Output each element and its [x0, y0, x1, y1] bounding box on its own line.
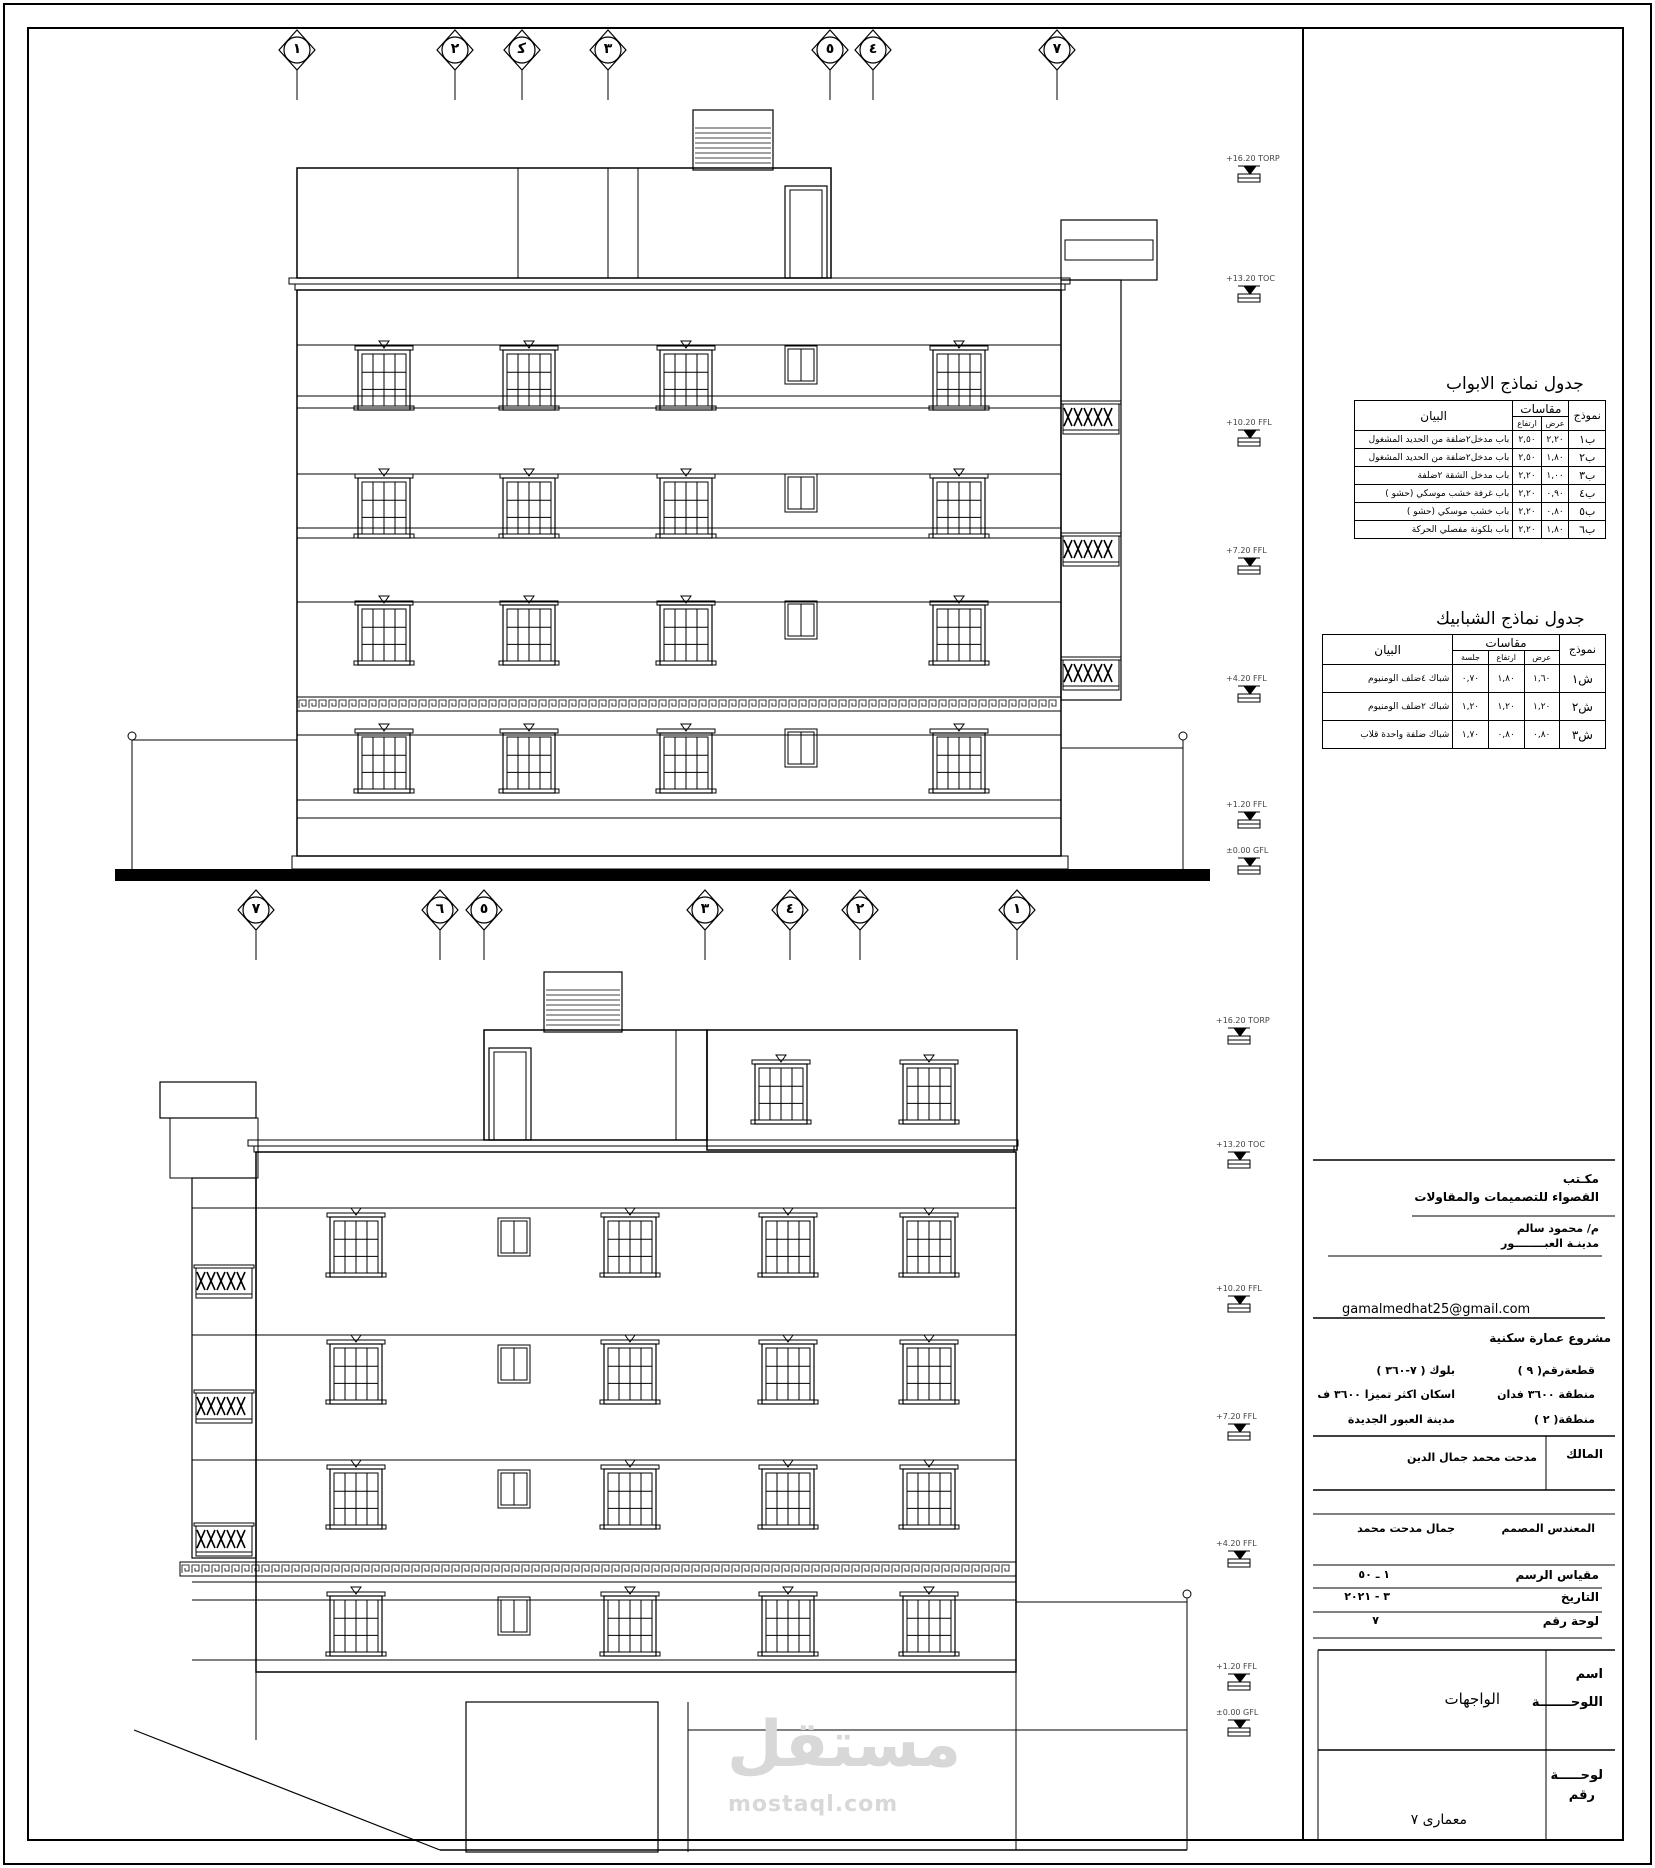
level-label: +16.20 TORP — [1216, 1016, 1270, 1025]
rooftop-penthouse — [484, 1030, 707, 1140]
cornice-mid — [254, 1146, 1014, 1152]
window-keystone — [954, 469, 964, 476]
cornice-top — [289, 278, 1070, 284]
level-label: +10.20 FFL — [1226, 418, 1272, 427]
office-name: القصواء للتصميمات والمقاولات — [1414, 1190, 1599, 1204]
door-width: ٢,٢٠ — [1541, 431, 1569, 449]
garage-opening — [466, 1702, 658, 1852]
window — [899, 1208, 959, 1277]
window-width: ١,٦٠ — [1524, 665, 1559, 693]
scale-value: ١ ـ ٥٠ — [1358, 1568, 1390, 1581]
window — [354, 341, 414, 410]
balcony-rail — [1074, 408, 1082, 426]
axis-marker-label: ٢ — [450, 41, 460, 57]
axis-marker-label: ٧ — [1052, 41, 1062, 57]
door-height: ٢,٢٠ — [1513, 521, 1541, 539]
window-keystone — [924, 1460, 934, 1467]
plot-number: قطعةرقم( ٩ ) — [1517, 1364, 1595, 1377]
tower-cap — [1061, 220, 1157, 280]
balcony-rail — [1064, 540, 1072, 558]
window — [751, 1055, 811, 1124]
owner-name: مدحت محمد جمال الدين — [1407, 1451, 1537, 1464]
level-triangle — [1244, 430, 1256, 438]
window-desc: شباك ٤ضلف الومنيوم — [1323, 665, 1453, 693]
door-model: ب٤ — [1569, 485, 1606, 503]
balcony — [194, 1390, 254, 1423]
level-label: +1.20 FFL — [1226, 800, 1267, 809]
title-block-lines — [1313, 1160, 1615, 1840]
level-triangle — [1244, 686, 1256, 694]
window-keystone — [783, 1335, 793, 1342]
door-height: ٢,٢٠ — [1513, 485, 1541, 503]
window-keystone — [783, 1208, 793, 1215]
balcony — [194, 1265, 254, 1298]
window — [929, 596, 989, 665]
balcony-rail — [207, 1397, 215, 1415]
level-label: ±0.00 GFL — [1226, 846, 1269, 855]
level-triangle — [1244, 166, 1256, 174]
level-triangle — [1234, 1152, 1246, 1160]
window — [899, 1460, 959, 1529]
window — [600, 1208, 660, 1277]
window-keystone — [524, 724, 534, 731]
level-triangle — [1234, 1028, 1246, 1036]
small-window — [498, 1597, 530, 1635]
ground-line — [115, 869, 1210, 881]
level-label: +10.20 FFL — [1216, 1284, 1262, 1293]
window — [326, 1335, 386, 1404]
window-model: ش٣ — [1559, 721, 1605, 749]
penthouse-door — [489, 1048, 531, 1140]
door-height: ٢,٥٠ — [1513, 431, 1541, 449]
window — [326, 1460, 386, 1529]
window-keystone — [351, 1460, 361, 1467]
sheet-name-value: الواجهات — [1444, 1690, 1500, 1708]
balcony-rail — [197, 1530, 205, 1548]
window-height: ١,٢٠ — [1488, 693, 1524, 721]
post-cap — [1183, 1590, 1191, 1598]
sheet-no-label: لوحة رقم — [1542, 1614, 1599, 1628]
level-label: +7.20 FFL — [1216, 1412, 1257, 1421]
window-keystone — [351, 1587, 361, 1594]
penthouse-door — [785, 186, 827, 278]
cornice-top — [248, 1140, 1018, 1146]
balcony-handrail — [1061, 657, 1121, 660]
door-width: ١,٨٠ — [1541, 449, 1569, 467]
window — [600, 1460, 660, 1529]
window — [499, 596, 559, 665]
balcony-slab — [196, 1552, 252, 1556]
door-height: ٢,٢٠ — [1513, 503, 1541, 521]
doors-hdr-height: ارتفاع — [1513, 417, 1541, 431]
balcony-rail — [1074, 540, 1082, 558]
window-keystone — [924, 1335, 934, 1342]
post-cap — [1179, 732, 1187, 740]
door-desc: باب مدخل الشقة ٢ضلفة — [1355, 467, 1513, 485]
balcony-rail — [1104, 540, 1112, 558]
door-row — [1355, 485, 1606, 503]
window-keystone — [379, 724, 389, 731]
balcony-slab — [1063, 686, 1119, 690]
window-sill: ٠,٧٠ — [1453, 665, 1488, 693]
window — [354, 596, 414, 665]
engineer-city: مدينـة العبــــــــور — [1501, 1237, 1599, 1250]
window-desc: شباك ٢ضلف الومنيوم — [1323, 693, 1453, 721]
window — [899, 1335, 959, 1404]
level-triangle — [1244, 812, 1256, 820]
axis-marker-label: ٢ — [855, 901, 865, 917]
penthouse-door-leaf — [494, 1052, 526, 1140]
level-triangle — [1244, 858, 1256, 866]
balcony — [1061, 533, 1121, 566]
level-triangle — [1234, 1551, 1246, 1559]
win-hdr-model: نموذج — [1559, 635, 1605, 665]
block-number: بلوك ( ٧-٣٦٠ ) — [1376, 1364, 1455, 1377]
door-row — [1355, 449, 1606, 467]
balcony-handrail — [194, 1523, 254, 1526]
window-keystone — [351, 1335, 361, 1342]
balcony-rail — [207, 1530, 215, 1548]
windows-table-title: جدول نماذج الشبابيك — [1436, 609, 1585, 629]
balcony-rail — [1064, 664, 1072, 682]
axis-marker-label: ٣ — [603, 41, 613, 57]
window-sill: ١,٧٠ — [1453, 721, 1488, 749]
main-facade — [297, 290, 1061, 856]
small-window — [498, 1218, 530, 1256]
door-desc: باب مدخل٢ضلفة من الحديد المشغول — [1355, 449, 1513, 467]
axis-marker-label: ٣ — [700, 901, 710, 917]
level-label: +13.20 TOC — [1226, 274, 1275, 283]
upper-block — [707, 1030, 1017, 1150]
balcony-rail — [1094, 408, 1102, 426]
window-keystone — [625, 1460, 635, 1467]
door-row — [1355, 467, 1606, 485]
band-pattern — [182, 1565, 1009, 1573]
scale-label: مقياس الرسم — [1515, 1568, 1599, 1582]
small-window — [498, 1345, 530, 1383]
balcony-handrail — [1061, 533, 1121, 536]
win-hdr-sill: جلسة — [1453, 651, 1488, 665]
window-row — [1323, 721, 1606, 749]
window-keystone — [625, 1335, 635, 1342]
axis-marker-label: ٥ — [479, 901, 489, 917]
window-keystone — [954, 724, 964, 731]
window — [929, 341, 989, 410]
window-height: ٠,٨٠ — [1488, 721, 1524, 749]
owner-label: المالك — [1566, 1447, 1603, 1461]
level-triangle — [1234, 1296, 1246, 1304]
window-keystone — [681, 724, 691, 731]
housing-type: اسكان اكثر تميزا ٣٦٠٠ ف — [1317, 1388, 1455, 1401]
window — [899, 1055, 959, 1124]
level-triangle — [1244, 286, 1256, 294]
balcony-rail — [217, 1397, 225, 1415]
balcony-rail — [237, 1272, 245, 1290]
level-label: +4.20 FFL — [1226, 674, 1267, 683]
doors-table — [1354, 400, 1606, 539]
cornice-mid — [295, 284, 1065, 290]
doors-hdr-desc: البيان — [1355, 401, 1513, 431]
doors-table-title: جدول نماذج الابواب — [1446, 374, 1584, 394]
door-row — [1355, 521, 1606, 539]
window — [354, 724, 414, 793]
window-keystone — [681, 469, 691, 476]
window — [656, 724, 716, 793]
balcony — [1061, 657, 1121, 690]
balcony-handrail — [1061, 401, 1121, 404]
rooftop-tank — [544, 972, 622, 1032]
axis-marker-label: ١ — [1012, 901, 1022, 917]
door-model: ب٦ — [1569, 521, 1606, 539]
level-label: ±0.00 GFL — [1216, 1708, 1259, 1717]
axis-marker-label: ٦ — [435, 901, 445, 917]
sheet-name-label-1: اسم — [1575, 1667, 1603, 1682]
tower-body — [1061, 280, 1121, 700]
balcony-rail — [197, 1397, 205, 1415]
balcony-rail — [1094, 540, 1102, 558]
win-hdr-height: ارتفاع — [1488, 651, 1524, 665]
level-triangle — [1244, 558, 1256, 566]
window — [499, 341, 559, 410]
door-model: ب١ — [1569, 431, 1606, 449]
doors-hdr-width: عرض — [1541, 417, 1569, 431]
balcony — [194, 1523, 254, 1556]
window-keystone — [379, 469, 389, 476]
door-width: ١,٠٠ — [1541, 467, 1569, 485]
board-no-label-2: رقم — [1568, 1788, 1595, 1803]
greek-key-band — [180, 1562, 1016, 1576]
axis-marker-label: ٤ — [785, 901, 795, 917]
window-keystone — [924, 1587, 934, 1594]
new-city: مدينة العبور الجديدة — [1347, 1413, 1455, 1426]
project-title: مشروع عمارة سكنية — [1489, 1331, 1611, 1345]
small-window — [785, 601, 817, 639]
balcony-rail — [1084, 408, 1092, 426]
level-label: +1.20 FFL — [1216, 1662, 1257, 1671]
sheet-name-label-2: اللوحـــــــة — [1531, 1695, 1603, 1710]
window — [326, 1208, 386, 1277]
board-no-label-1: لوحـــــة — [1550, 1768, 1603, 1783]
balcony-rail — [1064, 408, 1072, 426]
window — [758, 1208, 818, 1277]
window — [929, 724, 989, 793]
window — [758, 1587, 818, 1656]
rooftop-penthouse — [297, 168, 831, 278]
balcony-rail — [1104, 664, 1112, 682]
balcony-rail — [197, 1272, 205, 1290]
balcony — [1061, 401, 1121, 434]
window — [899, 1587, 959, 1656]
level-triangle — [1234, 1674, 1246, 1682]
door-height: ٢,٥٠ — [1513, 449, 1541, 467]
small-window — [785, 474, 817, 512]
door-model: ب٥ — [1569, 503, 1606, 521]
window-keystone — [351, 1208, 361, 1215]
balcony-rail — [1094, 664, 1102, 682]
post-cap — [128, 732, 136, 740]
axis-marker-label: ٧ — [251, 901, 261, 917]
window-keystone — [776, 1055, 786, 1062]
axis-marker-label: ٥ — [825, 41, 835, 57]
balcony-rail — [1084, 540, 1092, 558]
door-width: ٠,٨٠ — [1541, 503, 1569, 521]
door-model: ب٣ — [1569, 467, 1606, 485]
axis-marker-label: ٤ — [868, 41, 878, 57]
window — [656, 596, 716, 665]
balcony-slab — [196, 1294, 252, 1298]
rooftop-tank — [693, 110, 773, 170]
main-facade — [256, 1152, 1016, 1672]
level-label: +13.20 TOC — [1216, 1140, 1265, 1149]
balcony-rail — [227, 1397, 235, 1415]
window-keystone — [924, 1208, 934, 1215]
band-pattern — [299, 700, 1056, 708]
door-desc: باب مدخل٢ضلفة من الحديد المشغول — [1355, 431, 1513, 449]
window-keystone — [924, 1055, 934, 1062]
door-model: ب٢ — [1569, 449, 1606, 467]
window-keystone — [783, 1587, 793, 1594]
balcony-rail — [1074, 664, 1082, 682]
small-window — [785, 346, 817, 384]
axis-marker-label: ﻛ — [517, 41, 527, 57]
window-row — [1323, 665, 1606, 693]
door-row — [1355, 503, 1606, 521]
doors-hdr-dims: مقاسات — [1513, 401, 1569, 417]
balcony-rail — [227, 1272, 235, 1290]
window-keystone — [524, 469, 534, 476]
door-row — [1355, 431, 1606, 449]
office-label: مكـتب — [1562, 1172, 1599, 1186]
tower-cap-band — [1065, 240, 1153, 260]
email: gamalmedhat25@gmail.com — [1342, 1302, 1531, 1317]
balcony-rail — [1104, 408, 1112, 426]
window — [600, 1335, 660, 1404]
door-desc: باب بلكونة مفصلي الحركة — [1355, 521, 1513, 539]
windows-table — [1322, 634, 1606, 749]
door-height: ٢,٢٠ — [1513, 467, 1541, 485]
window-keystone — [625, 1587, 635, 1594]
window — [758, 1460, 818, 1529]
designer-name: جمال مدحت محمد — [1357, 1522, 1455, 1535]
window-model: ش٢ — [1559, 693, 1605, 721]
doors-hdr-model: نموذج — [1569, 401, 1606, 431]
board-no-value: معمارى ٧ — [1410, 1812, 1467, 1828]
window — [499, 724, 559, 793]
balcony-handrail — [194, 1265, 254, 1268]
window-sill: ١,٢٠ — [1453, 693, 1488, 721]
balcony-rail — [227, 1530, 235, 1548]
level-triangle — [1234, 1720, 1246, 1728]
ramp-line — [134, 1730, 440, 1850]
level-label: +16.20 TORP — [1226, 154, 1280, 163]
front-elevation — [115, 30, 1260, 881]
level-label: +4.20 FFL — [1216, 1539, 1257, 1548]
rear-elevation — [134, 890, 1250, 1852]
balcony-rail — [217, 1272, 225, 1290]
watermark-latin: mostaql.com — [728, 1792, 899, 1817]
window-width: ١,٢٠ — [1524, 693, 1559, 721]
penthouse-door-leaf — [790, 190, 822, 278]
balcony-rail — [1084, 664, 1092, 682]
greek-key-band — [297, 697, 1061, 711]
win-hdr-dims: مقاسات — [1453, 635, 1559, 651]
window-width: ٠,٨٠ — [1524, 721, 1559, 749]
balcony-slab — [1063, 562, 1119, 566]
date-label: التاريخ — [1560, 1590, 1599, 1604]
window — [326, 1587, 386, 1656]
balcony-slab — [196, 1419, 252, 1423]
win-hdr-desc: البيان — [1323, 635, 1453, 665]
window — [600, 1587, 660, 1656]
window — [656, 341, 716, 410]
window — [758, 1335, 818, 1404]
tower-cap — [160, 1082, 256, 1118]
window-height: ١,٨٠ — [1488, 665, 1524, 693]
window-desc: شباك ضلفة واحدة قلاب — [1323, 721, 1453, 749]
balcony-rail — [237, 1530, 245, 1548]
balcony-rail — [237, 1397, 245, 1415]
door-desc: باب خشب موسكي (حشو ) — [1355, 503, 1513, 521]
axis-marker-label: ١ — [292, 41, 302, 57]
plinth — [292, 856, 1068, 869]
door-desc: باب غرفة خشب موسكي (حشو ) — [1355, 485, 1513, 503]
tower-neck — [170, 1118, 258, 1178]
small-window — [498, 1470, 530, 1508]
window-keystone — [783, 1460, 793, 1467]
outer-border — [4, 4, 1651, 1864]
engineer-name: م/ محمود سالم — [1516, 1222, 1599, 1235]
area-zone: منطقة ٣٦٠٠ فدان — [1497, 1388, 1595, 1401]
designer-label: المعندس المصمم — [1501, 1522, 1595, 1535]
sheet-no-value: ٧ — [1372, 1614, 1379, 1627]
level-triangle — [1234, 1424, 1246, 1432]
window-row — [1323, 693, 1606, 721]
door-width: ١,٨٠ — [1541, 521, 1569, 539]
balcony-rail — [217, 1530, 225, 1548]
balcony-slab — [1063, 430, 1119, 434]
zone-two: منطقة( ٢ ) — [1533, 1413, 1595, 1426]
window-keystone — [625, 1208, 635, 1215]
date-value: ٣ - ٢٠٢١ — [1344, 1590, 1390, 1603]
watermark-arabic: مستقل — [727, 1708, 962, 1782]
door-width: ٠,٩٠ — [1541, 485, 1569, 503]
level-label: +7.20 FFL — [1226, 546, 1267, 555]
window-model: ش١ — [1559, 665, 1605, 693]
win-hdr-width: عرض — [1524, 651, 1559, 665]
balcony-handrail — [194, 1390, 254, 1393]
balcony-rail — [207, 1272, 215, 1290]
tower-body — [192, 1178, 256, 1558]
